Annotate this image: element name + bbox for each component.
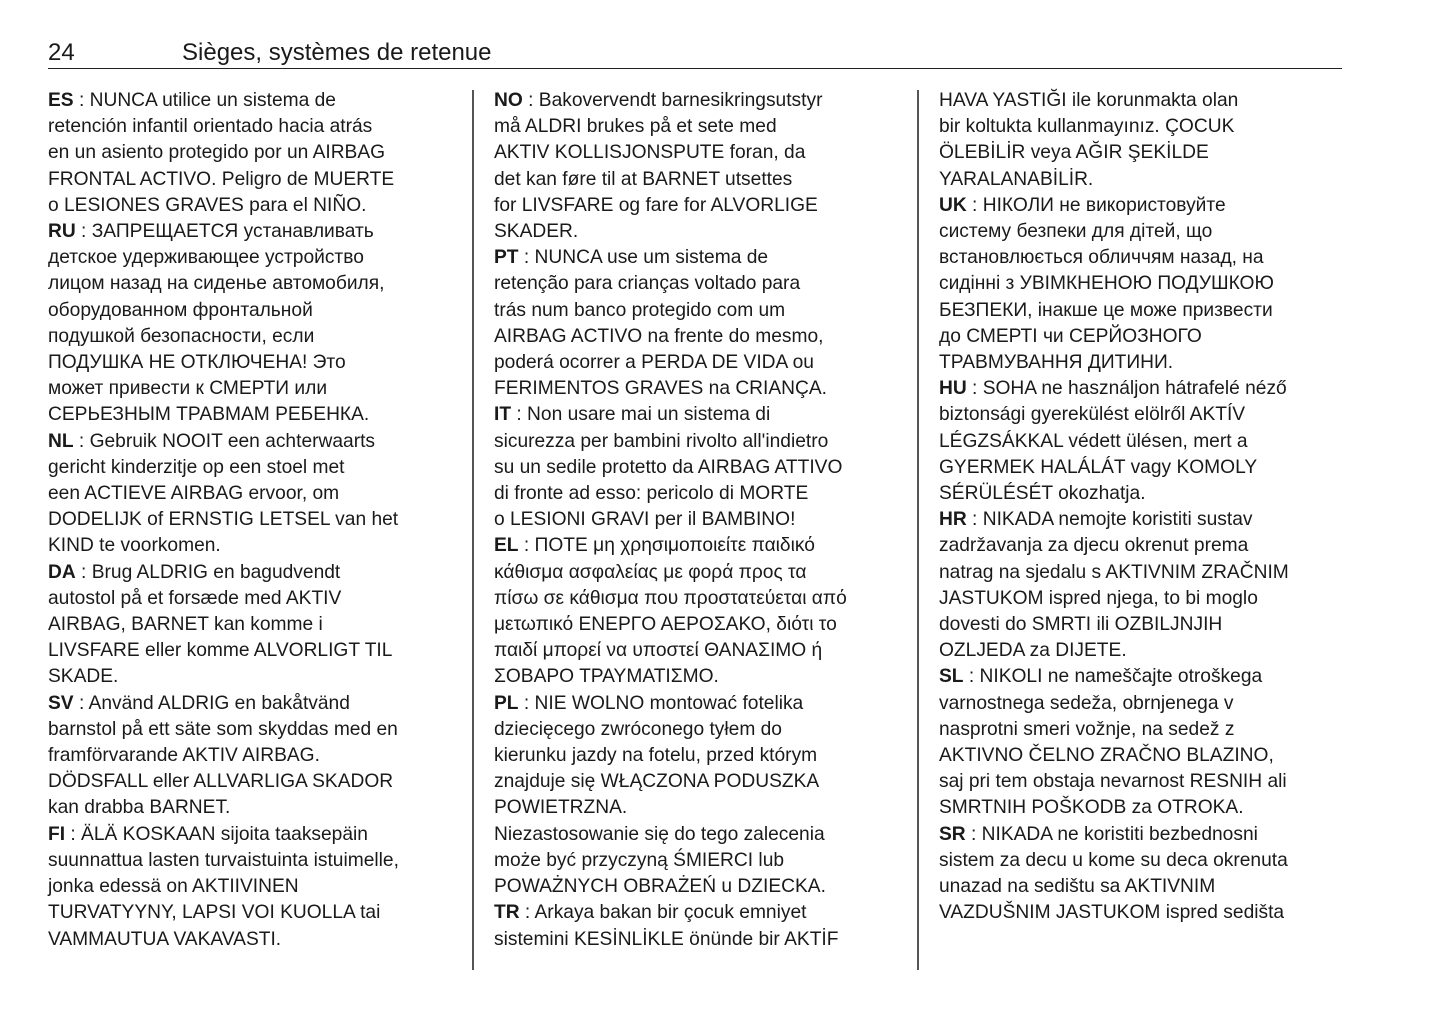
text-line: [494, 455, 906, 481]
text-line: [48, 193, 466, 219]
text-line: [494, 769, 906, 795]
text-line: [494, 245, 906, 271]
language-code: ES: [48, 90, 74, 111]
text-line: [48, 586, 466, 612]
text-line: [48, 245, 466, 271]
page-number: 24: [48, 39, 75, 66]
text-content: может привести к СМЕРТИ или: [48, 378, 328, 400]
page-header: [48, 38, 1342, 69]
text-content: må ALDRI brukes på et sete med: [494, 116, 777, 138]
text-content: barnstol på ett säte som skyddas med en: [48, 718, 398, 740]
text-content: встановлюється обличчям назад, на: [939, 247, 1264, 269]
text-content: JASTUKOM ispred njega, to bi moglo: [939, 587, 1258, 609]
text-content: Niezastosowanie się do tego zalecenia: [494, 823, 825, 845]
text-line: [939, 533, 1343, 559]
text-line: [494, 429, 906, 455]
text-content: HAVA YASTIĞI ile korunmakta olan: [939, 90, 1239, 111]
text-content: OZLJEDA za DIJETE.: [939, 640, 1127, 662]
text-line: [48, 560, 466, 586]
text-content: su un sedile protetto da AIRBAG ATTIVO: [494, 456, 843, 478]
text-line: [494, 743, 906, 769]
text-line: [494, 376, 906, 402]
language-code: IT: [494, 404, 512, 426]
chapter-title: Sièges, systèmes de retenue: [182, 39, 492, 66]
text-line: [939, 612, 1343, 638]
text-line: [939, 507, 1343, 533]
text-line: [494, 167, 906, 193]
text-line: [939, 324, 1343, 350]
text-content: retención infantil orientado hacia atrás: [48, 116, 373, 138]
text-content: LÉGZSÁKKAL védett ülésen, mert a: [939, 430, 1248, 452]
text-content: o LESIONI GRAVI per il BAMBINO!: [494, 509, 796, 531]
language-code: HU: [939, 378, 967, 400]
text-content: : Gebruik NOOIT een achterwaarts: [73, 430, 376, 452]
language-code: RU: [48, 221, 76, 243]
text-column-1: [48, 88, 466, 953]
text-line: [494, 586, 906, 612]
text-content: : Bakovervendt barnesikringsutstyr: [522, 90, 823, 111]
text-content: biztonsági gyerekülést elölről AKTÍV: [939, 404, 1246, 426]
text-line: [939, 586, 1343, 612]
text-content: СЕРЬЕЗНЫМ ТРАВМАМ РЕБЕНКА.: [48, 404, 370, 426]
text-content: SÉRÜLÉSÉT okozhatja.: [939, 483, 1146, 505]
text-line: [494, 822, 906, 848]
text-column-3: [939, 88, 1343, 927]
text-content: κάθισμα ασφαλείας με φορά προς τα: [494, 561, 807, 583]
text-content: FRONTAL ACTIVO. Peligro de MUERTE: [48, 168, 395, 190]
text-content: : NIKOLI ne nameščajte otroškega: [963, 666, 1263, 688]
text-content: до СМЕРТІ чи СЕРЙОЗНОГО: [939, 325, 1202, 347]
language-code: PT: [494, 247, 519, 269]
text-content: : НІКОЛИ не використовуйте: [966, 194, 1226, 216]
text-line: [48, 298, 466, 324]
text-content: детское удерживающее устройство: [48, 247, 364, 269]
text-content: ΣΟΒΑΡΟ ΤΡΑΥΜΑΤΙΣΜΟ.: [494, 666, 719, 688]
text-line: [48, 822, 466, 848]
text-line: [494, 114, 906, 140]
text-content: YARALANABİLİR.: [939, 168, 1094, 190]
text-content: LIVSFARE eller komme ALVORLIGT TIL: [48, 640, 393, 662]
text-content: подушкой безопасности, если: [48, 325, 315, 347]
text-content: ПОДУШКА НЕ ОТКЛЮЧЕНА! Это: [48, 352, 346, 374]
language-code: EL: [494, 535, 519, 557]
text-content: DODELIJK of ERNSTIG LETSEL van het: [48, 509, 399, 531]
text-line: [48, 743, 466, 769]
text-content: ТРАВМУВАННЯ ДИТИНИ.: [939, 352, 1174, 374]
text-line: [939, 638, 1343, 664]
text-content: оборудованном фронтальной: [48, 299, 313, 321]
language-code: UK: [939, 194, 967, 216]
text-line: [48, 717, 466, 743]
text-content: : NUNCA utilice un sistema de: [73, 90, 336, 111]
text-line: [48, 429, 466, 455]
text-content: for LIVSFARE og fare for ALVORLIGE: [494, 194, 818, 216]
text-line: [48, 140, 466, 166]
text-line: [939, 769, 1343, 795]
text-line: [48, 455, 466, 481]
text-line: [48, 324, 466, 350]
text-content: : Arkaya bakan bir çocuk emniyet: [519, 902, 807, 924]
text-line: [494, 638, 906, 664]
text-line: [494, 88, 906, 114]
text-content: może być przyczyną ŚMIERCI lub: [494, 849, 785, 871]
text-content: dziecięcego zwróconego tyłem do: [494, 718, 782, 740]
text-line: [939, 429, 1343, 455]
text-line: [48, 533, 466, 559]
text-line: [48, 874, 466, 900]
text-content: GYERMEK HALÁLÁT vagy KOMOLY: [939, 456, 1258, 478]
text-content: POWAŻNYCH OBRAŻEŃ u DZIECKA.: [494, 876, 826, 898]
language-code: TR: [494, 902, 520, 924]
text-line: [48, 271, 466, 297]
text-line: [494, 900, 906, 926]
text-content: : ЗАПРЕЩАЕТСЯ устанавливать: [75, 221, 374, 243]
text-line: [939, 900, 1343, 926]
text-line: [48, 88, 466, 114]
text-line: [48, 114, 466, 140]
text-line: [48, 795, 466, 821]
text-line: [939, 402, 1343, 428]
text-content: AIRBAG ACTIVO na frente do mesmo,: [494, 325, 824, 347]
text-line: [48, 927, 466, 953]
text-content: SKADE.: [48, 666, 119, 688]
text-line: [48, 664, 466, 690]
text-line: [939, 167, 1343, 193]
text-content: sicurezza per bambini rivolto all'indietro: [494, 430, 829, 452]
text-line: [939, 88, 1343, 114]
text-line: [939, 717, 1343, 743]
text-content: framförvarande AKTIV AIRBAG.: [48, 745, 320, 767]
text-line: [494, 664, 906, 690]
text-line: [48, 769, 466, 795]
language-code: NL: [48, 430, 74, 452]
text-content: KIND te voorkomen.: [48, 535, 221, 557]
language-code: SR: [939, 823, 966, 845]
text-content: : ΠΟΤΕ μη χρησιμοποιείτε παιδικό: [518, 535, 815, 557]
text-line: [48, 167, 466, 193]
text-content: jonka edessä on AKTIIVINEN: [48, 876, 299, 898]
text-line: [939, 140, 1343, 166]
text-content: POWIETRZNA.: [494, 797, 628, 819]
text-content: VAZDUŠNIM JASTUKOM ispred sedišta: [939, 902, 1285, 924]
text-content: gericht kinderzitje op een stoel met: [48, 456, 345, 478]
text-line: [48, 507, 466, 533]
text-content: kan drabba BARNET.: [48, 797, 231, 819]
language-code: SV: [48, 692, 74, 714]
text-line: [939, 743, 1343, 769]
text-content: БЕЗПЕКИ, інакше це може призвести: [939, 299, 1273, 321]
text-line: [494, 795, 906, 821]
text-content: dovesti do SMRTI ili OZBILJNJIH: [939, 614, 1223, 636]
text-content: FERIMENTOS GRAVES na CRIANÇA.: [494, 378, 828, 400]
text-content: sistemini KESİNLİKLE önünde bir AKTİF: [494, 928, 839, 950]
text-content: saj pri tem obstaja nevarnost RESNIH ali: [939, 771, 1287, 793]
text-content: een ACTIEVE AIRBAG ervoor, om: [48, 483, 340, 505]
text-line: [48, 900, 466, 926]
text-content: SKADER.: [494, 221, 579, 243]
text-content: AIRBAG, BARNET kan komme i: [48, 614, 323, 636]
text-line: [48, 612, 466, 638]
language-code: HR: [939, 509, 967, 531]
text-content: sistem za decu u kome su deca okrenuta: [939, 849, 1288, 871]
text-content: det kan føre til at BARNET utsettes: [494, 168, 793, 190]
text-line: [494, 533, 906, 559]
text-content: AKTIVNO ČELNO ZRAČNO BLAZINO,: [939, 745, 1274, 767]
text-content: nasprotni smeri vožnje, na sedež z: [939, 718, 1235, 740]
text-content: πίσω σε κάθισμα που προστατεύεται από: [494, 587, 847, 609]
text-content: παιδί μπορεί να υποστεί ΘΑΝΑΣΙΜΟ ή: [494, 640, 823, 662]
text-content: ÖLEBİLİR veya AĞIR ŞEKİLDE: [939, 142, 1209, 164]
text-content: bir koltukta kullanmayınız. ÇOCUK: [939, 116, 1235, 138]
text-line: [48, 848, 466, 874]
text-line: [494, 324, 906, 350]
text-content: : Non usare mai un sistema di: [511, 404, 771, 426]
text-line: [939, 350, 1343, 376]
text-line: [939, 376, 1343, 402]
text-line: [48, 350, 466, 376]
text-line: [494, 271, 906, 297]
text-line: [939, 874, 1343, 900]
text-content: retenção para crianças voltado para: [494, 273, 801, 295]
text-content: лицом назад на сиденье автомобиля,: [48, 273, 385, 295]
text-line: [494, 848, 906, 874]
text-column-2: [494, 88, 906, 953]
text-line: [939, 795, 1343, 821]
text-content: unazad na sedištu sa AKTIVNIM: [939, 876, 1216, 898]
text-line: [48, 481, 466, 507]
text-line: [48, 691, 466, 717]
text-line: [48, 402, 466, 428]
text-line: [939, 822, 1343, 848]
language-code: PL: [494, 692, 519, 714]
text-line: [939, 114, 1343, 140]
text-line: [939, 245, 1343, 271]
text-content: : NUNCA use um sistema de: [518, 247, 769, 269]
text-content: AKTIV KOLLISJONSPUTE foran, da: [494, 142, 806, 164]
language-code: NO: [494, 90, 523, 111]
text-content: SMRTNIH POŠKODB za OTROKA.: [939, 797, 1244, 819]
text-line: [939, 664, 1343, 690]
text-content: : SOHA ne használjon hátrafelé néző: [966, 378, 1287, 400]
language-code: DA: [48, 561, 76, 583]
text-content: : NIKADA nemojte koristiti sustav: [966, 509, 1253, 531]
column-divider: [917, 90, 919, 970]
text-line: [494, 927, 906, 953]
text-line: [939, 481, 1343, 507]
text-content: : NIKADA ne koristiti bezbednosni: [965, 823, 1258, 845]
text-line: [939, 271, 1343, 297]
text-line: [939, 848, 1343, 874]
text-content: suunnattua lasten turvaistuinta istuimelle,: [48, 849, 399, 871]
text-line: [939, 298, 1343, 324]
text-line: [494, 219, 906, 245]
text-content: poderá ocorrer a PERDA DE VIDA ou: [494, 352, 814, 374]
text-content: en un asiento protegido por un AIRBAG: [48, 142, 386, 164]
text-line: [939, 691, 1343, 717]
text-line: [494, 691, 906, 717]
text-line: [494, 560, 906, 586]
text-content: di fronte ad esso: pericolo di MORTE: [494, 483, 809, 505]
text-content: : ÄLÄ KOSKAAN sijoita taaksepäin: [65, 823, 368, 845]
text-content: kierunku jazdy na fotelu, przed którym: [494, 745, 818, 767]
text-content: систему безпеки для дітей, що: [939, 221, 1213, 243]
text-line: [494, 193, 906, 219]
text-line: [939, 219, 1343, 245]
text-line: [494, 874, 906, 900]
text-content: DÖDSFALL eller ALLVARLIGA SKADOR: [48, 771, 394, 793]
text-line: [494, 350, 906, 376]
text-line: [494, 717, 906, 743]
text-content: : Brug ALDRIG en bagudvendt: [75, 561, 341, 583]
text-content: o LESIONES GRAVES para el NIÑO.: [48, 194, 367, 216]
text-line: [494, 612, 906, 638]
text-line: [939, 560, 1343, 586]
text-content: trás num banco protegido com um: [494, 299, 786, 321]
text-content: varnostnega sedeža, obrnjenega v: [939, 692, 1234, 714]
text-content: znajduje się WŁĄCZONA PODUSZKA: [494, 771, 820, 793]
text-line: [494, 507, 906, 533]
text-content: μετωπικό ΕΝΕΡΓΟ ΑΕΡΟΣΑΚΟ, διότι το: [494, 614, 837, 636]
text-line: [48, 638, 466, 664]
text-content: zadržavanja za djecu okrenut prema: [939, 535, 1249, 557]
text-content: autostol på et forsæde med AKTIV: [48, 587, 342, 609]
text-content: TURVATYYNY, LAPSI VOI KUOLLA tai: [48, 902, 381, 924]
column-divider: [472, 90, 474, 970]
language-code: FI: [48, 823, 66, 845]
text-line: [939, 455, 1343, 481]
text-line: [494, 140, 906, 166]
text-content: сидінні з УВІМКНЕНОЮ ПОДУШКОЮ: [939, 273, 1274, 295]
text-content: VAMMAUTUA VAKAVASTI.: [48, 928, 282, 950]
language-code: SL: [939, 666, 964, 688]
text-content: : Använd ALDRIG en bakåtvänd: [73, 692, 350, 714]
text-line: [48, 219, 466, 245]
text-content: : NIE WOLNO montować fotelika: [518, 692, 804, 714]
text-line: [494, 402, 906, 428]
text-line: [48, 376, 466, 402]
text-line: [494, 481, 906, 507]
text-line: [494, 298, 906, 324]
text-content: natrag na sjedalu s AKTIVNIM ZRAČNIM: [939, 561, 1289, 583]
text-line: [939, 193, 1343, 219]
